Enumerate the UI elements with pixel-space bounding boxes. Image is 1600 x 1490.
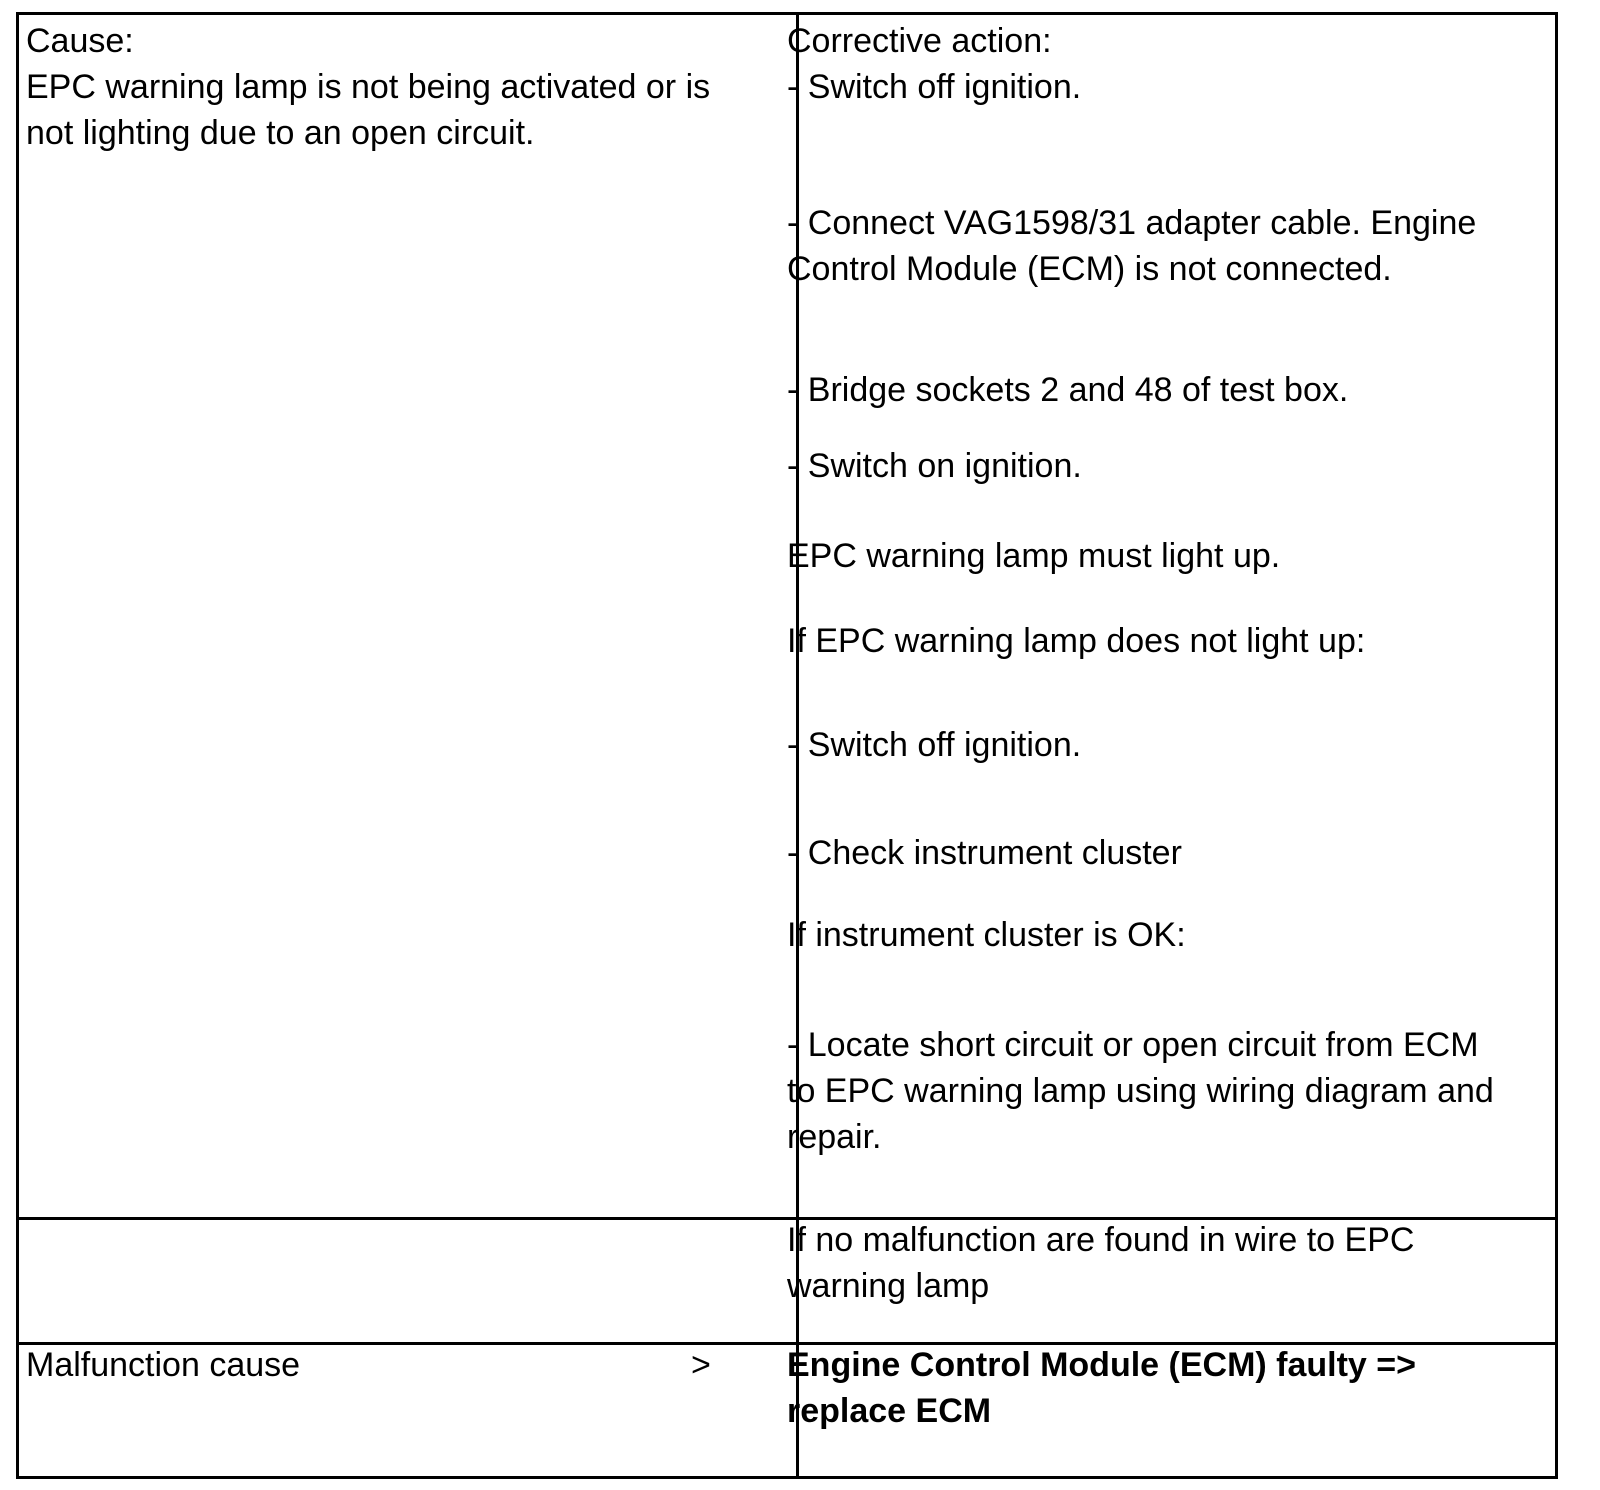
step-connect-adapter-line-1: - Connect VAG1598/31 adapter cable. Engine	[787, 204, 1477, 242]
diagnostic-table	[16, 12, 1558, 1479]
no-malfunction-row	[19, 1220, 1555, 1345]
no-malfunction-line-2: warning lamp	[787, 1267, 990, 1305]
result-line-2: replace ECM	[787, 1392, 992, 1430]
note-lamp-must-light: EPC warning lamp must light up.	[787, 537, 1281, 575]
step-locate-circuit-line-3: repair.	[787, 1118, 882, 1156]
step-switch-off-ignition: - Switch off ignition.	[787, 68, 1082, 106]
malfunction-row	[19, 1345, 1555, 1479]
step-connect-adapter-line-2: Control Module (ECM) is not connected.	[787, 250, 1392, 288]
no-malfunction-line-1: If no malfunction are found in wire to EPC	[787, 1221, 1415, 1259]
cause-label: Cause:	[26, 22, 134, 60]
step-switch-off-ignition-2: - Switch off ignition.	[787, 726, 1082, 764]
column-divider	[796, 15, 799, 1476]
cause-text-line-2: not lighting due to an open circuit.	[26, 114, 535, 152]
step-locate-circuit-line-1: - Locate short circuit or open circuit from ECM	[787, 1026, 1479, 1064]
cause-text-line-1: EPC warning lamp is not being activated or is	[26, 68, 711, 106]
note-lamp-not-lit: If EPC warning lamp does not light up:	[787, 622, 1366, 660]
corrective-action-label: Corrective action:	[787, 22, 1052, 60]
step-switch-on-ignition: - Switch on ignition.	[787, 447, 1082, 485]
step-check-instrument-cluster: - Check instrument cluster	[787, 834, 1182, 872]
step-locate-circuit-line-2: to EPC warning lamp using wiring diagram and	[787, 1072, 1494, 1110]
cause-row	[19, 15, 1555, 1220]
malfunction-cause-label: Malfunction cause	[26, 1346, 301, 1384]
arrow-indicator: >	[691, 1346, 711, 1384]
result-line-1: Engine Control Module (ECM) faulty =>	[787, 1346, 1416, 1384]
step-bridge-sockets: - Bridge sockets 2 and 48 of test box.	[787, 371, 1349, 409]
note-cluster-ok: If instrument cluster is OK:	[787, 916, 1186, 954]
